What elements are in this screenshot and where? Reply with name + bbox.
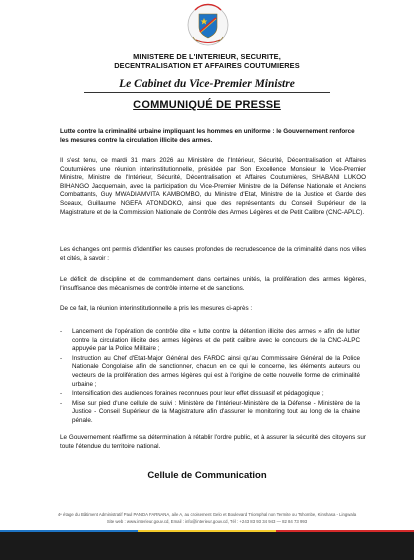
list-item-text: Intensification des audiences foraines reconnues pour leur effet dissuasif et pédagogique ;	[72, 390, 324, 398]
intro-paragraph: Il s'est tenu, ce mardi 31 mars 2026 au Ministère de l'Intérieur, Sécurité, Décentralisation et Affaires Coutumières une réunion interinstitutionnelle, présidée par Son Excellence Monsieur le Vice-Premier Ministre, Ministre de l'Intérieur, Sécurité, Décentralisation et Affaires Coutumières, SHABANI LUKOO BIHANGO Jacquemain, avec la participation du Vice-Premier Ministre de la Défense Nationale et Anciens Combattants, Guy MWADIAMVITA KAMBOMBO, du Ministre d'Etat, Ministre de la Justice et Garde des Sceaux, Guillaume NGEFA ATONDOKO, ainsi que des représentants du Conseil Supérieur de la Magistrature et de la Commission Nationale de Contrôle des Armes Légères et de Petit Calibre (CNC-APLC).	[60, 157, 366, 216]
list-item	[60, 355, 360, 389]
header-divider	[84, 92, 330, 93]
cabinet-title: Le Cabinet du Vice-Premier Ministre	[119, 78, 295, 90]
coat-of-arms-emblem	[186, 2, 230, 48]
list-item	[60, 328, 360, 354]
lead-line-1: Lutte contre la criminalité urbaine impliquant les hommes en uniforme : le Gouvernement renforce	[60, 128, 355, 135]
list-item	[60, 400, 360, 426]
list-item-text: Instruction au Chef d'Etat-Major Général des FARDC ainsi qu'au Commissaire Général de la Police Nationale Congolaise afin de sanctionner, chacun en ce qui le concerne, les éléments auteurs ou vecteurs de la prolifération des armes légères qui est à l'origine de cette nouvelle forme de criminalité urbaine ;	[72, 354, 360, 388]
exchanges-paragraph: Les échanges ont permis d'identifier les causes profondes de recrudescence de la criminalité dans nos villes et cités, à savoir :	[60, 246, 366, 262]
footer-address: 4ᵉ étage du Bâtiment Administratif Paul PANDA FARNANA, aile A, au croisement Gelo et Boulevard Triomphal non Termite ou Tshombe, Kinshasa - Lingwala	[57, 512, 357, 517]
bullet-dash: -	[60, 328, 63, 335]
ministry-name-line-2: DECENTRALISATION ET AFFAIRES COUTUMIERES	[114, 61, 300, 70]
causes-paragraph: Le déficit de discipline et de commandement dans certaines unités, la prolifération des armes légères, l'insuffisance des mécanismes de contrôle interne et de sanctions.	[60, 276, 366, 292]
lead-line-2: les mesures contre la circulation illicite des armes.	[60, 137, 213, 144]
measures-list	[60, 328, 360, 427]
press-release-title: COMMUNIQUÉ DE PRESSE	[133, 99, 281, 111]
closing-paragraph: Le Gouvernement réaffirme sa détermination à rétablir l'ordre public, et à assurer la sécurité des citoyens sur toute l'étendue du territoire national.	[60, 434, 366, 450]
footer-contacts: Site web : www.interieur.gouv.cd, Email : info@interieur.gouv.cd, Tél : +243 83 93 34 943 — 82 84 73 993	[106, 519, 308, 524]
signature-block: Cellule de Communication	[147, 470, 267, 481]
bullet-dash: -	[60, 399, 63, 407]
bullet-dash: -	[60, 390, 63, 398]
ministry-name-line-1: MINISTERE DE L'INTERIEUR, SECURITE,	[133, 52, 281, 61]
bottom-dark-band	[0, 532, 414, 560]
list-item	[60, 390, 360, 399]
list-item-text: Mise sur pied d'une cellule de suivi : Ministère de l'Intérieur-Ministère de la Défense - Ministère de la Justice - Conseil Supérieur de la Magistrature afin d'assurer le monitoring tout au long de la chaine pénale.	[72, 399, 360, 424]
measures-intro-paragraph: De ce fait, la réunion interinstitutionnelle a pris les mesures ci-après :	[60, 305, 253, 312]
emblem-icon	[186, 2, 230, 48]
list-item-text: Lancement de l'opération de contrôle dite « lutte contre la détention illicite des armes » afin de lutter contre la circulation illicite des armes légères et de petit calibre avec le concours de la CNC-ALPC appuyée par la Police Militaire ;	[72, 328, 360, 353]
bullet-dash: -	[60, 354, 63, 362]
